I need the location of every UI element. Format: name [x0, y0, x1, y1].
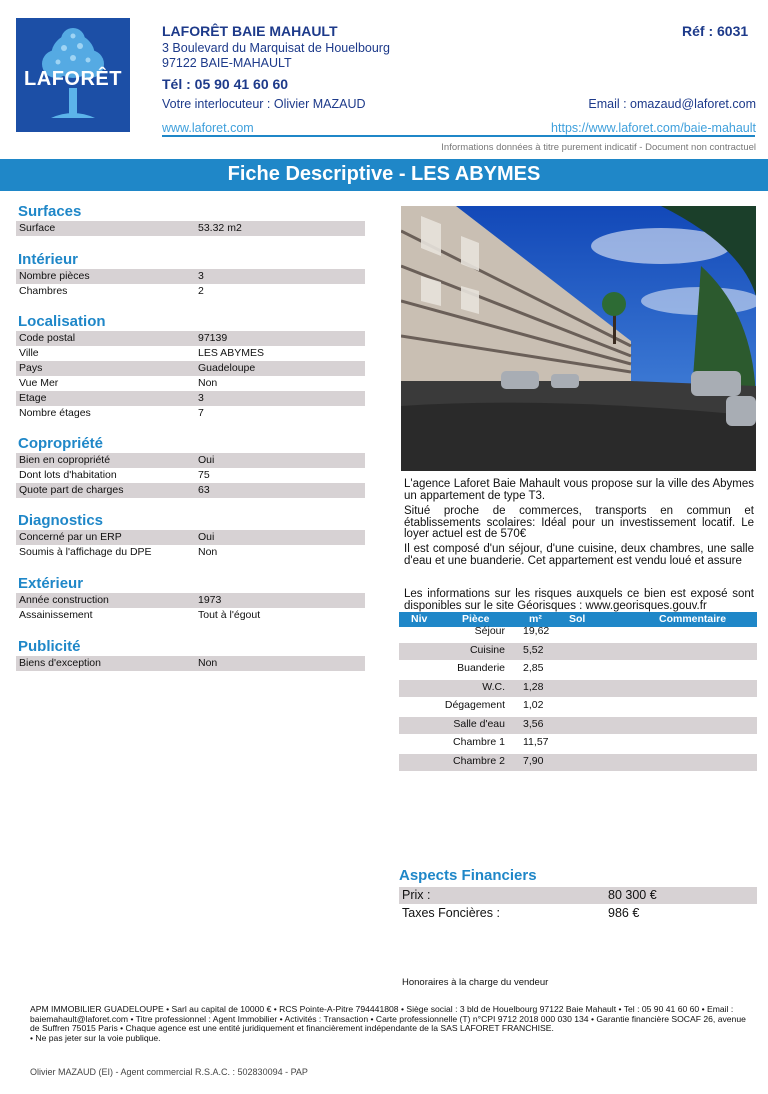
email-link[interactable]: Email : omazaud@laforet.com [588, 97, 756, 111]
detail-label: Bien en copropriété [19, 454, 111, 466]
risk-information: Les informations sur les risques auxquels ce bien est exposé sont disponibles sur le site Géorisques : www.georisques.gouv.fr [404, 588, 754, 612]
room-area: 3,56 [523, 717, 544, 730]
fees-note: Honoraires à la charge du vendeur [402, 977, 549, 988]
detail-value: 2 [198, 285, 204, 297]
price-row [399, 887, 757, 904]
section-title: Localisation [18, 313, 106, 330]
detail-label: Soumis à l'affichage du DPE [19, 546, 152, 558]
phone-number: Tél : 05 90 41 60 60 [162, 76, 289, 92]
table-row [399, 717, 757, 734]
table-row [399, 643, 757, 660]
header-divider [162, 135, 755, 137]
table-row [399, 661, 757, 678]
table-row [399, 735, 757, 752]
address-line-2: 97122 BAIE-MAHAULT [162, 56, 292, 70]
address-line-1: 3 Boulevard du Marquisat de Houelbourg [162, 41, 390, 55]
table-row [399, 698, 757, 715]
section-title: Diagnostics [18, 512, 104, 529]
description-paragraph-3: Il est composé d'un séjour, d'une cuisine, deux chambres, une salle d'eau et une buanderie. Cet appartement est vendu loué et assure [404, 543, 754, 567]
section-title: Intérieur [18, 251, 79, 268]
detail-value: 1973 [198, 594, 222, 606]
description-paragraph-1: L'agence Laforet Baie Mahault vous propose sur la ville des Abymes un appartement de type T3. [404, 478, 754, 502]
room-name: Chambre 1 [453, 736, 505, 748]
room-area: 1,28 [523, 680, 544, 693]
room-name: Séjour [474, 625, 505, 637]
col-sol: Sol [569, 613, 586, 625]
page-title: Fiche Descriptive - LES ABYMES [0, 159, 768, 191]
property-tax-value: 986 € [608, 906, 640, 920]
detail-row [16, 468, 365, 483]
col-niv: Niv [411, 613, 428, 625]
detail-value: 63 [198, 484, 210, 496]
detail-row [16, 361, 365, 376]
detail-value: 97139 [198, 332, 228, 344]
detail-row [16, 376, 365, 391]
property-tax-row [399, 905, 757, 922]
room-name: Cuisine [469, 643, 505, 656]
agency-url-link[interactable]: https://www.laforet.com/baie-mahault [551, 121, 756, 135]
col-piece: Pièce [462, 613, 490, 625]
room-area: 2,85 [523, 662, 544, 674]
room-area: 5,52 [523, 643, 544, 656]
detail-row [16, 530, 365, 545]
detail-row [16, 221, 365, 236]
col-comment: Commentaire [659, 613, 727, 625]
detail-label: Assainissement [19, 609, 93, 621]
property-tax-label: Taxes Foncières : [402, 906, 500, 920]
detail-value: Oui [198, 454, 215, 466]
detail-label: Dont lots d'habitation [19, 469, 117, 481]
room-area: 7,90 [523, 754, 544, 767]
detail-row [16, 656, 365, 671]
legal-footer [30, 1005, 746, 1043]
room-area: 1,02 [523, 699, 544, 711]
logo-text: LAFORÊT [24, 68, 122, 90]
detail-value: 75 [198, 469, 210, 481]
section-title: Surfaces [18, 203, 82, 220]
agent-info: Olivier MAZAUD (EI) - Agent commercial R.S.A.C. : 502830094 - PAP [30, 1067, 308, 1077]
detail-row [16, 545, 365, 560]
detail-label: Quote part de charges [19, 484, 124, 496]
detail-value: Tout à l'égout [198, 609, 261, 621]
legal-text: APM IMMOBILIER GUADELOUPE • Sarl au capital de 10000 € • RCS Pointe-A-Pitre 794441808 • Siège social : 3 bld de Houelbourg 97122 Baie Mahault • Tel : 05 90 41 60 60 • Email : baiemahault@laforet.com • Titre professionnel : Agent Immobilier • Activités : Transaction • Carte professionnelle (T) n°CPI 9712 2018 000 030 134 • Garantie financière SOCAF 26, avenue de Suffren 75015 Paris • Chaque agence est une entité juridiquement et financièrement indépendante de la SAS LAFORET FRANCHISE. [30, 1004, 746, 1034]
room-name: Buanderie [457, 662, 505, 674]
finance-title: Aspects Financiers [399, 867, 537, 884]
detail-label: Code postal [19, 332, 76, 344]
reference-number: Réf : 6031 [682, 23, 749, 39]
building-photo [401, 206, 756, 471]
room-area: 19,62 [523, 625, 550, 637]
detail-row [16, 406, 365, 421]
detail-row [16, 346, 365, 361]
laforet-logo [16, 18, 130, 132]
detail-row [16, 453, 365, 468]
detail-row [16, 284, 365, 299]
detail-value: 53.32 m2 [198, 222, 242, 234]
detail-label: Nombre pièces [19, 270, 90, 282]
detail-value: LES ABYMES [198, 347, 264, 359]
detail-value: Oui [198, 531, 215, 543]
detail-row [16, 483, 365, 498]
website-link[interactable]: www.laforet.com [162, 121, 254, 135]
col-m2: m² [529, 613, 542, 625]
room-name: Salle d'eau [453, 717, 505, 730]
room-name: W.C. [482, 680, 505, 693]
detail-label: Biens d'exception [19, 657, 101, 669]
section-title: Copropriété [18, 435, 104, 452]
description-paragraph-2: Situé proche de commerces, transports en commun et établissements scolaires: Idéal pour un investissement locatif. Le loyer actuel est de 570€ [404, 505, 754, 540]
detail-value: Non [198, 377, 218, 389]
detail-value: 7 [198, 407, 204, 419]
section-title: Publicité [18, 638, 81, 655]
detail-label: Chambres [19, 285, 68, 297]
detail-row [16, 331, 365, 346]
detail-value: 3 [198, 392, 204, 404]
table-row [399, 624, 757, 641]
detail-label: Vue Mer [19, 377, 59, 389]
price-label: Prix : [402, 888, 431, 902]
room-name: Chambre 2 [453, 754, 505, 767]
detail-label: Surface [19, 222, 56, 234]
detail-label: Concerné par un ERP [19, 531, 122, 543]
detail-label: Année construction [19, 594, 109, 606]
agency-name: LAFORÊT BAIE MAHAULT [162, 23, 338, 39]
detail-value: Guadeloupe [198, 362, 256, 374]
detail-label: Nombre étages [19, 407, 91, 419]
detail-label: Etage [19, 392, 47, 404]
property-photo [401, 206, 756, 471]
detail-label: Ville [19, 347, 39, 359]
detail-label: Pays [19, 362, 43, 374]
detail-value: 3 [198, 270, 204, 282]
section-title: Extérieur [18, 575, 84, 592]
table-row [399, 754, 757, 771]
room-name: Dégagement [444, 699, 505, 711]
contact-person: Votre interlocuteur : Olivier MAZAUD [162, 97, 366, 111]
detail-value: Non [198, 657, 218, 669]
detail-row [16, 269, 365, 284]
detail-row [16, 593, 365, 608]
detail-row [16, 608, 365, 623]
table-row [399, 680, 757, 697]
price-value: 80 300 € [608, 888, 657, 902]
detail-row [16, 391, 365, 406]
disclaimer: Informations données à titre purement indicatif - Document non contractuel [441, 142, 756, 153]
detail-value: Non [198, 546, 218, 558]
room-area: 11,57 [523, 736, 549, 748]
legal-note: • Ne pas jeter sur la voie publique. [30, 1032, 161, 1043]
